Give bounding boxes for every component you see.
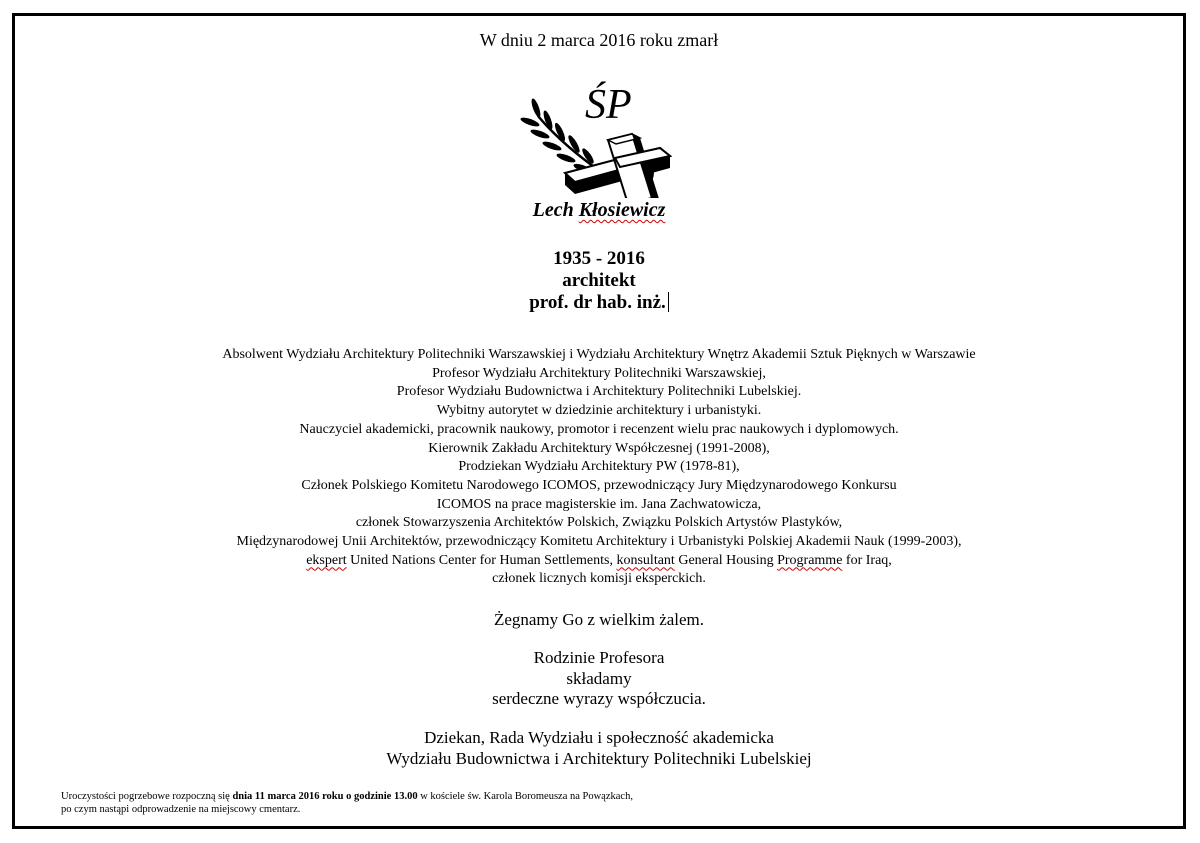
- text-cursor: [668, 292, 669, 312]
- first-name: Lech: [532, 199, 574, 221]
- bio-line: Absolwent Wydziału Architektury Politechniki Warszawskiej i Wydziału Architektury Wnętrz Akademii Sztuk Pięknych w Warszawie: [222, 347, 976, 362]
- bio-line: Kierownik Zakładu Architektury Współczesnej (1991-2008),: [428, 440, 770, 456]
- bio-line: Członek Polskiego Komitetu Narodowego ICOMOS, przewodniczący Jury Międzynarodowego Konkursu: [301, 477, 897, 493]
- profession: architekt: [562, 270, 636, 291]
- condolences: [15, 648, 1183, 710]
- bio-line: ICOMOS na prace magisterskie im. Jana Zachwatowicza,: [436, 496, 762, 512]
- intro-line: W dniu 2 marca 2016 roku zmarł: [479, 30, 719, 50]
- condolences-line: serdeczne wyrazy współczucia.: [492, 689, 706, 708]
- life-details: [15, 248, 1183, 314]
- life-dates: 1935 - 2016: [553, 248, 645, 269]
- bio-line: Wybitny autorytet w dziedzinie architektury i urbanistyki.: [436, 403, 762, 419]
- emblem: [520, 78, 710, 198]
- bio-line: Profesor Wydziału Budownictwa i Architektury Politechniki Lubelskiej.: [396, 384, 802, 400]
- bio-line: członek Stowarzyszenia Architektów Polskich, Związku Polskich Artystów Plastyków,: [355, 515, 843, 531]
- bio-line: ekspert United Nations Center for Human Settlements, konsultant General Housing Programme for Iraq,: [306, 552, 892, 568]
- funeral-notice: [61, 790, 633, 816]
- sp-letters: ŚP: [585, 82, 632, 128]
- deceased-name: [15, 199, 1183, 222]
- condolences-line: Rodzinie Profesora: [533, 648, 665, 667]
- biography: [15, 346, 1183, 589]
- academic-title: prof. dr hab. inż.: [15, 292, 1183, 314]
- funeral-notice-line: po czym nastąpi odprowadzenie na miejscowy cmentarz.: [61, 804, 301, 815]
- funeral-notice-line: Uroczystości pogrzebowe rozpoczną się dnia 11 marca 2016 roku o godzinie 13.00 w kościele św. Karola Boromeusza na Powązkach,: [61, 791, 633, 802]
- condolences-line: składamy: [566, 668, 632, 688]
- farewell-line: Żegnamy Go z wielkim żalem.: [493, 610, 705, 629]
- signature-line: Wydziału Budownictwa i Architektury Politechniki Lubelskiej: [386, 748, 812, 768]
- bio-line: Prodziekan Wydziału Architektury PW (1978-81),: [458, 459, 740, 475]
- last-name: Kłosiewicz: [578, 199, 666, 221]
- signature: [15, 728, 1183, 769]
- bio-line: Międzynarodowej Unii Architektów, przewodniczący Komitetu Architektury i Urbanistyki Polskiej Akademii Nauk (1999-2003),: [236, 534, 962, 550]
- obituary-frame: [12, 13, 1186, 829]
- bio-line: Nauczyciel akademicki, pracownik naukowy, promotor i recenzent wielu prac naukowych i dyplomowych.: [299, 421, 899, 437]
- signature-line: Dziekan, Rada Wydziału i społeczność akademicka: [424, 728, 774, 747]
- funeral-date: dnia 11 marca 2016 roku o godzinie 13.00: [232, 791, 418, 802]
- bio-line: Profesor Wydziału Architektury Politechniki Warszawskiej,: [432, 365, 766, 381]
- bio-line: członek licznych komisji eksperckich.: [492, 571, 706, 587]
